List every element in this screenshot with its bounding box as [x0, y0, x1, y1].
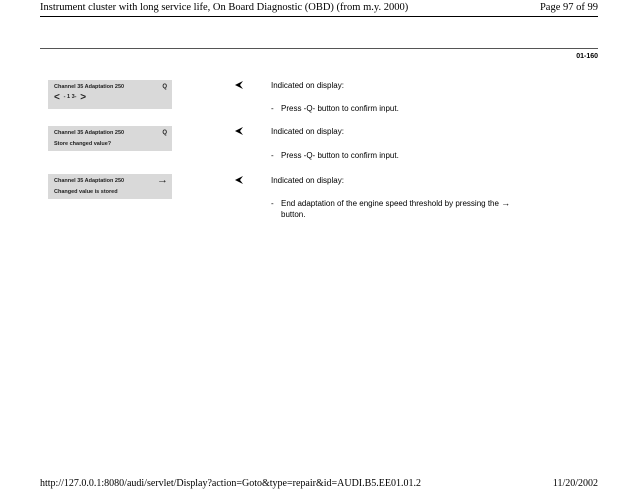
display-line-channel: Channel 35 Adaptation 250: [54, 178, 125, 184]
stepper-value: - 1 3-: [63, 93, 77, 100]
indicated-label: Indicated on display:: [271, 81, 344, 90]
display-line-message: Store changed value?: [54, 141, 112, 147]
instruction-text: [271, 198, 571, 220]
display-line-channel: Channel 35 Adaptation 250: [54, 130, 125, 136]
pointer-icon: [234, 175, 244, 185]
header-divider: [40, 16, 598, 17]
arrow-key-icon: →: [501, 198, 511, 208]
display-key-q: Q: [162, 84, 167, 90]
display-box-3: [48, 174, 172, 199]
instruction-text-part2: button.: [281, 210, 306, 219]
document-number: 01-160: [576, 53, 598, 60]
instruction-item: [271, 103, 571, 114]
indicated-label: Indicated on display:: [271, 127, 344, 136]
instruction-item: [271, 198, 571, 220]
page-number: Page 97 of 99: [539, 2, 598, 13]
footer-date: 11/20/2002: [552, 478, 598, 489]
instruction-text: Press -Q- button to confirm input.: [281, 151, 399, 160]
footer-url: http://127.0.0.1:8080/audi/servlet/Display?action=Goto&type=repair&id=AUDI.B5.EE01.01.2: [40, 478, 422, 489]
value-stepper: [54, 93, 86, 103]
instruction-text: Press -Q- button to confirm input.: [281, 104, 399, 113]
pointer-icon: [234, 126, 244, 136]
display-line-channel: Channel 35 Adaptation 250: [54, 84, 125, 90]
pointer-icon: [234, 80, 244, 90]
instruction-dash: -: [271, 104, 274, 113]
stepper-right-icon: >: [80, 92, 87, 103]
document-title: Instrument cluster with long service life, On Board Diagnostic (OBD) (from m.y. 2000): [40, 2, 409, 13]
instruction-dash: -: [271, 151, 274, 160]
instruction-item: [271, 150, 571, 161]
section-divider: [40, 48, 598, 49]
display-key-q: Q: [162, 130, 167, 136]
instruction-text-part1: End adaptation of the engine speed threshold by pressing the: [281, 199, 499, 208]
arrow-key-icon: →: [157, 174, 168, 186]
stepper-left-icon: <: [54, 92, 60, 103]
indicated-label: Indicated on display:: [271, 176, 344, 185]
instruction-dash: -: [271, 199, 274, 208]
display-box-2: [48, 126, 172, 151]
display-box-1: [48, 80, 172, 109]
display-line-message: Changed value is stored: [54, 189, 118, 195]
